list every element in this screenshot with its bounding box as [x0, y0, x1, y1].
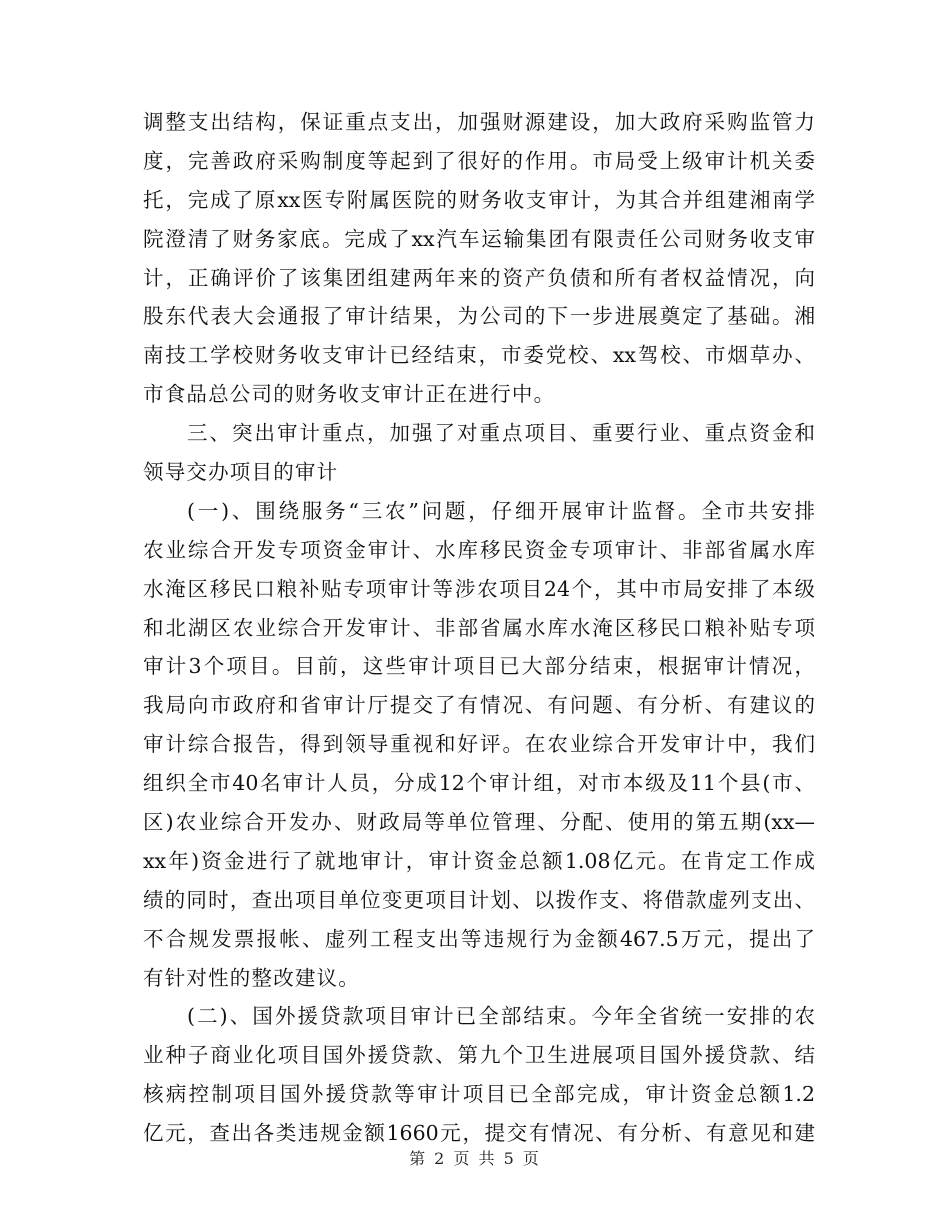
- text-line: 调整支出结构，保证重点支出，加强财源建设，加大政府采购监管力: [143, 110, 815, 134]
- text-line: 农业综合开发专项资金审计、水库移民资金专项审计、非部省属水库: [143, 537, 815, 562]
- text-line: 审计综合报告，得到领导重视和好评。在农业综合开发审计中，我们: [143, 732, 815, 757]
- text-line: 不合规发票报帐、虚列工程支出等违规行为金额467.5万元，提出了: [143, 926, 815, 951]
- text-line: 业种子商业化项目国外援贷款、第九个卫生进展项目国外援贷款、结: [143, 1043, 815, 1068]
- text-line: 和北湖区农业综合开发审计、非部省属水库水淹区移民口粮补贴专项: [143, 615, 815, 640]
- text-line: 托，完成了原xx医专附属医院的财务收支审计，为其合并组建湘南学: [143, 187, 815, 212]
- text-line: 绩的同时，查出项目单位变更项目计划、以拨作支、将借款虚列支出、: [143, 887, 815, 912]
- text-line: 亿元，查出各类违规金额1660元，提交有情况、有分析、有意见和建: [143, 1121, 815, 1146]
- text-line: 组织全市40名审计人员，分成12个审计组，对市本级及11个县(市、: [143, 771, 815, 796]
- text-line: 有针对性的整改建议。: [143, 965, 360, 990]
- text-line: 度，完善政府采购制度等起到了很好的作用。市局受上级审计机关委: [143, 148, 815, 173]
- text-line: 院澄清了财务家底。完成了xx汽车运输集团有限责任公司财务收支审: [143, 226, 815, 251]
- text-line: xx年)资金进行了就地审计，审计资金总额1.08亿元。在肯定工作成: [143, 848, 815, 873]
- text-line: 核病控制项目国外援贷款等审计项目已全部完成，审计资金总额1.2: [143, 1082, 815, 1107]
- text-line: 水淹区移民口粮补贴专项审计等涉农项目24个，其中市局安排了本级: [143, 576, 815, 601]
- text-line: (二)、国外援贷款项目审计已全部结束。今年全省统一安排的农: [187, 1004, 815, 1029]
- text-line: 审计3个项目。目前，这些审计项目已大部分结束，根据审计情况，: [143, 654, 815, 679]
- text-line: 我局向市政府和省审计厅提交了有情况、有问题、有分析、有建议的: [143, 693, 815, 718]
- text-line: 计，正确评价了该集团组建两年来的资产负债和所有者权益情况，向: [143, 265, 815, 290]
- text-line: (一)、围绕服务“三农”问题，仔细开展审计监督。全市共安排: [187, 498, 815, 523]
- text-line: 市食品总公司的财务收支审计正在进行中。: [143, 382, 556, 407]
- text-line: 区)农业综合开发办、财政局等单位管理、分配、使用的第五期(xx—: [143, 810, 815, 835]
- section-heading-line: 三、突出审计重点，加强了对重点项目、重要行业、重点资金和: [187, 421, 815, 446]
- page-number-footer: 第 2 页 共 5 页: [409, 1149, 541, 1168]
- document-body: [143, 103, 815, 1153]
- text-line: 南技工学校财务收支审计已经结束，市委党校、xx驾校、市烟草办、: [143, 343, 815, 368]
- text-line: 股东代表大会通报了审计结果，为公司的下一步进展奠定了基础。湘: [143, 304, 815, 329]
- section-heading-line: 领导交办项目的审计: [143, 460, 339, 485]
